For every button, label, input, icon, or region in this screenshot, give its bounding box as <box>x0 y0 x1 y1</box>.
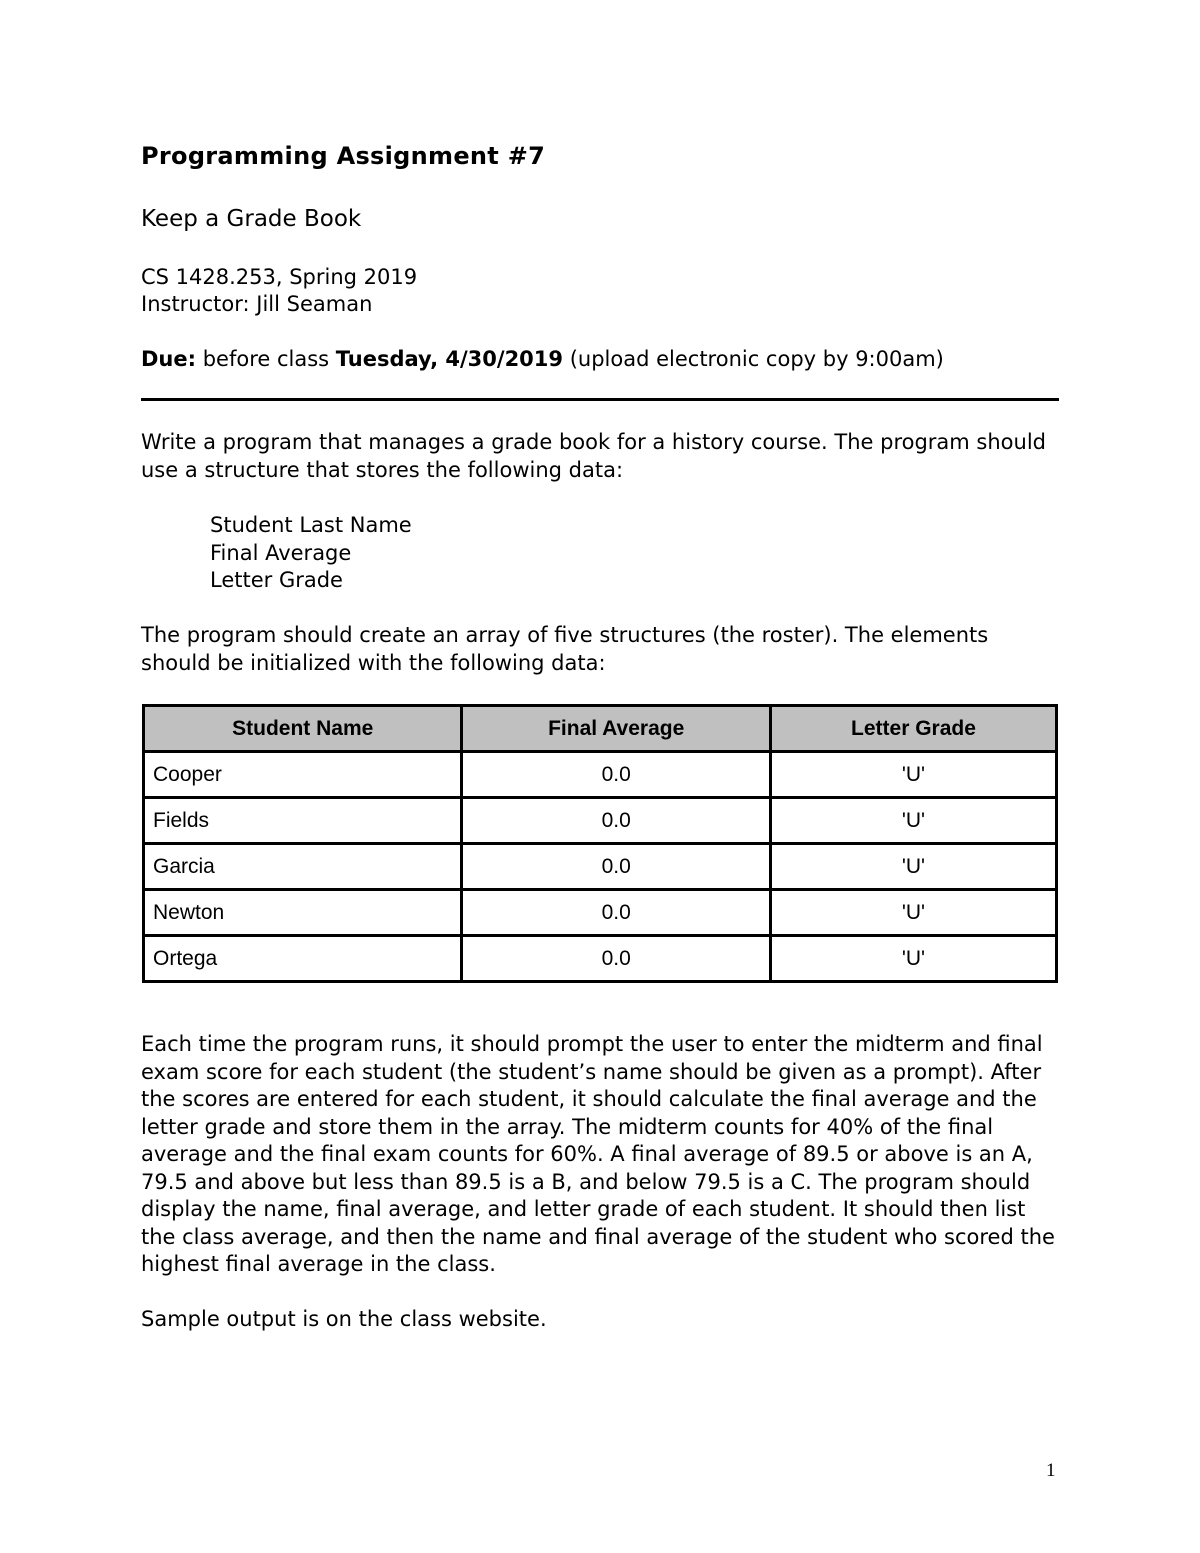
body-line: exam score for each student (the student’s name should be given as a prompt). After <box>141 1059 1042 1084</box>
cell-final-average: 0.0 <box>462 798 770 844</box>
table-row <box>144 844 1057 890</box>
header-student-name: Student Name <box>144 706 462 752</box>
cell-letter-grade: 'U' <box>770 936 1056 982</box>
intro-paragraph <box>141 429 1046 484</box>
array-line: The program should create an array of five structures (the roster). The elements <box>141 623 989 647</box>
header-letter-grade: Letter Grade <box>770 706 1056 752</box>
table-row <box>144 798 1057 844</box>
field-item: Final Average <box>210 540 352 565</box>
table-header-row <box>144 706 1057 752</box>
cell-final-average: 0.0 <box>462 936 770 982</box>
cell-letter-grade: 'U' <box>770 752 1056 798</box>
closing-line: Sample output is on the class website. <box>141 1307 547 1331</box>
body-line: the scores are entered for each student, it should calculate the final average and the <box>141 1087 1037 1111</box>
cell-letter-grade: 'U' <box>770 844 1056 890</box>
array-line: should be initialized with the following data: <box>141 650 606 675</box>
course-line: CS 1428.253, Spring 2019 <box>141 265 418 289</box>
field-item: Letter Grade <box>210 568 343 592</box>
table-row <box>144 890 1057 936</box>
cell-student-name: Ortega <box>144 936 462 982</box>
intro-line: use a structure that stores the following data: <box>141 457 624 482</box>
cell-final-average: 0.0 <box>462 752 770 798</box>
cell-final-average: 0.0 <box>462 844 770 890</box>
table-row <box>144 936 1057 982</box>
cell-letter-grade: 'U' <box>770 890 1056 936</box>
horizontal-rule <box>141 398 1059 401</box>
structure-fields-list <box>210 512 412 595</box>
body-line: the class average, and then the name and final average of the student who scored the <box>141 1224 1055 1249</box>
body-line: average and the final exam counts for 60%. A final average of 89.5 or above is an A, <box>141 1142 1033 1166</box>
page-number: 1 <box>1046 1460 1056 1481</box>
cell-student-name: Fields <box>144 798 462 844</box>
assignment-subtitle: Keep a Grade Book <box>141 206 362 232</box>
cell-student-name: Newton <box>144 890 462 936</box>
cell-student-name: Cooper <box>144 752 462 798</box>
instructor-line: Instructor: Jill Seaman <box>141 292 373 316</box>
array-paragraph <box>141 622 988 677</box>
table-row <box>144 752 1057 798</box>
body-line: letter grade and store them in the array. The midterm counts for 40% of the final <box>141 1114 994 1139</box>
roster-table <box>142 704 1058 983</box>
assignment-title: Programming Assignment #7 <box>141 142 546 170</box>
due-line <box>141 347 944 371</box>
header-final-average: Final Average <box>462 706 770 752</box>
due-post: (upload electronic copy by 9:00am) <box>563 347 944 371</box>
requirements-paragraph <box>141 1031 1055 1279</box>
body-line: 79.5 and above but less than 89.5 is a B, and below 79.5 is a C. The program should <box>141 1169 1031 1194</box>
intro-line: Write a program that manages a grade book for a history course. The program should <box>141 430 1046 454</box>
cell-letter-grade: 'U' <box>770 798 1056 844</box>
due-date: Tuesday, 4/30/2019 <box>335 347 564 371</box>
due-label: Due: <box>141 347 197 371</box>
cell-student-name: Garcia <box>144 844 462 890</box>
body-line: highest final average in the class. <box>141 1252 496 1276</box>
due-pre: before class <box>196 347 336 371</box>
body-line: display the name, final average, and letter grade of each student. It should then list <box>141 1197 1026 1221</box>
field-item: Student Last Name <box>210 513 412 537</box>
body-line: Each time the program runs, it should prompt the user to enter the midterm and final <box>141 1032 1043 1056</box>
cell-final-average: 0.0 <box>462 890 770 936</box>
